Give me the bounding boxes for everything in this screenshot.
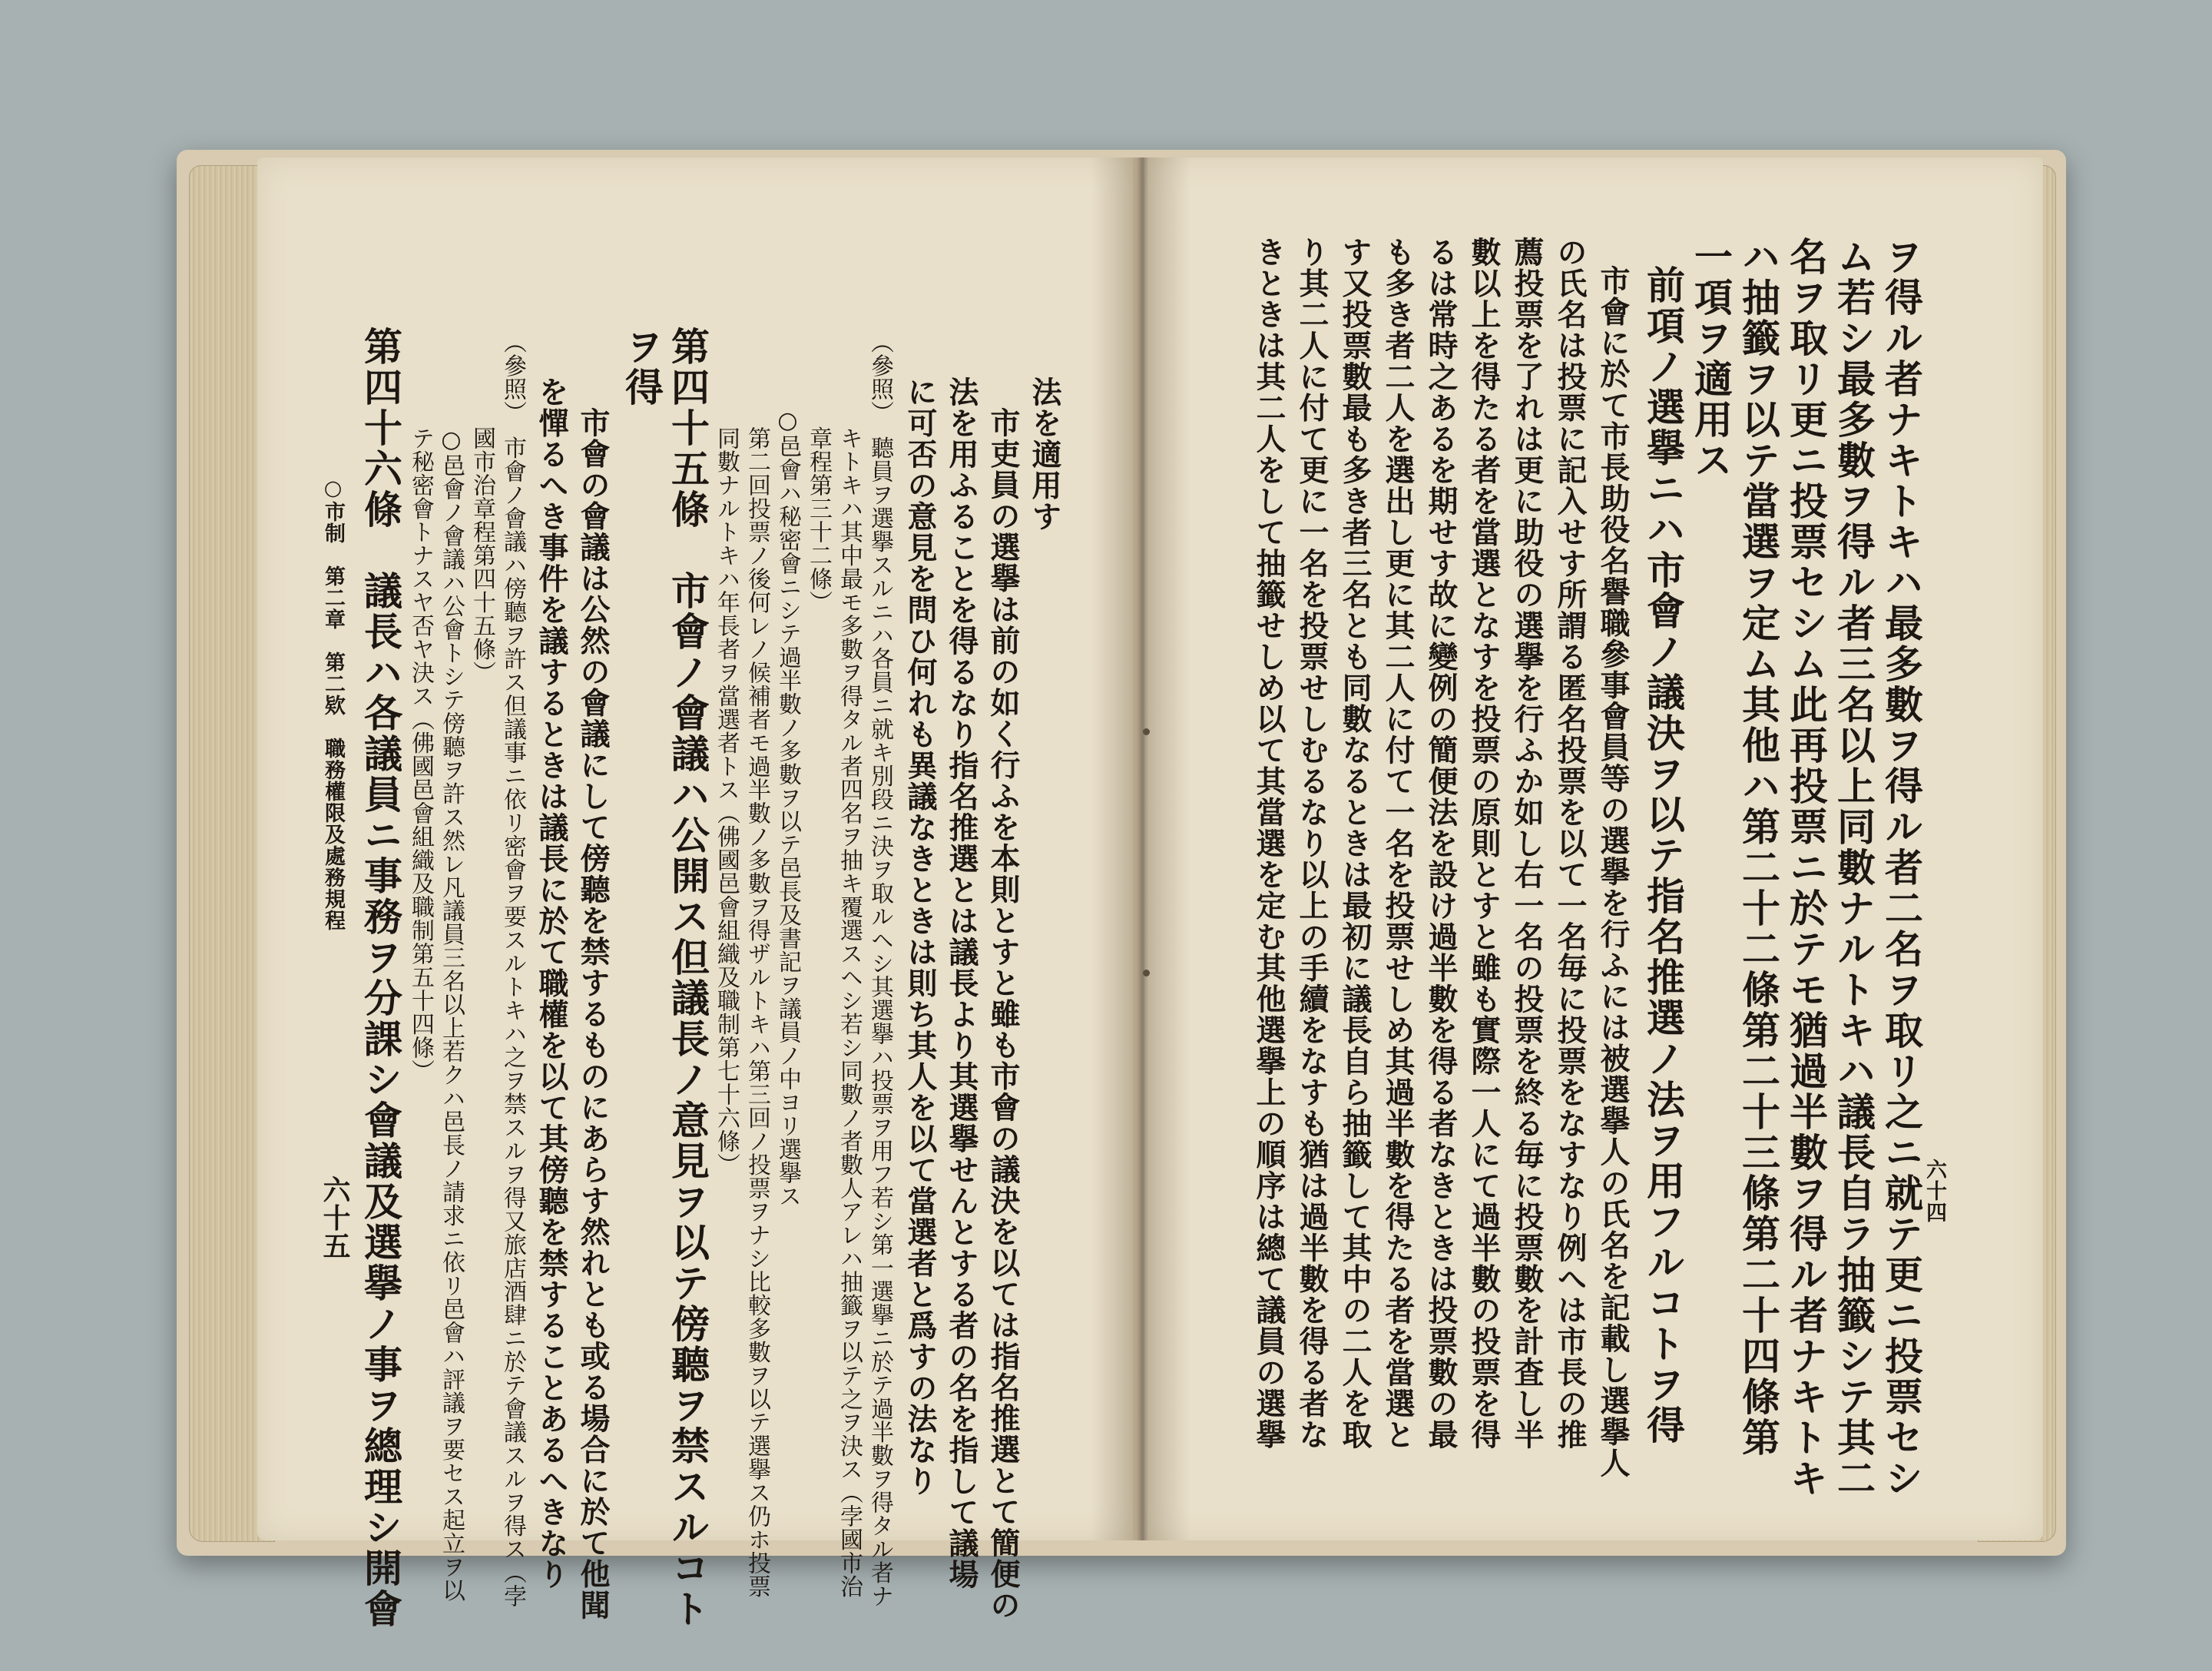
text-column: 一項ヲ適用ス	[1688, 237, 1734, 481]
left-page-number: 六十五	[319, 1175, 351, 1260]
reference-column: 國市治章程第四十五條）	[469, 426, 495, 685]
text-column: 法を適用す	[1027, 376, 1062, 532]
text-column: 法を用ふることを得るなり指名推選とは議長より其選擧せんとする者の名を指して議場	[944, 376, 979, 1590]
text-column: ヲ得	[619, 327, 664, 408]
text-column: に可否の意見を問ひ何れも異議なきときは則ち其人を以て當選者と爲すの法なり	[902, 376, 938, 1497]
reference-column: キトキハ其中最モ多數ヲ得タル者四名ヲ抽キ覆選スヘシ若シ同數ノ者數人アレハ抽籤ヲ以テ之ヲ決ス（孛國市治	[836, 426, 863, 1598]
binding-hole	[1143, 970, 1150, 976]
running-header: ○市制 第二章 第二欵 職務權限及處務規程	[321, 476, 345, 931]
text-column: るは常時之あるを期せす故に變例の簡便法を設け過半數を得る者なきときは投票數の最	[1423, 237, 1459, 1451]
binding-hole	[1143, 728, 1150, 735]
right-page-number: 六十四	[1922, 1159, 1946, 1223]
text-column: ム若シ最多數ヲ得ル者三名以上同數ナルトキハ議長自ラ抽籤シテ其二	[1831, 237, 1876, 1499]
text-column: も多き者二人を選出し更に其二人に付て一名を投票せしめ其過半數を得たる者を當選と	[1380, 237, 1416, 1451]
text-column: 市會に於て市長助役名譽職參事會員等の選擧を行ふには被選擧人の氏名を記載し選擧人	[1595, 265, 1631, 1479]
reference-column: ○邑會ノ會議ハ公會トシテ傍聽ヲ許ス然レ凡議員三名以上若クハ邑長ノ請求ニ依リ邑會ハ評議ヲ要セス起立ヲ以	[438, 426, 465, 1602]
text-column: を憚るへき事件を議するときは議長に於て職權を以て其傍聽を禁することあるへきなり	[534, 376, 569, 1590]
text-column: 薦投票を了れは更に助役の選擧を行ふか如し右一名の投票を終る毎に投票數を計査し半	[1509, 237, 1545, 1451]
text-column: 市吏員の選擧は前の如く行ふを本則とすと雖も市會の議決を以ては指名推選とて簡便の	[985, 407, 1021, 1621]
text-column: 市會の會議は公然の會議にして傍聽を禁するものにあらす然れとも或る場合に於て他聞	[575, 407, 611, 1621]
text-column: の氏名は投票に記入せす所謂る匿名投票を以て一名毎に投票をなすなり例へは市長の推	[1552, 237, 1588, 1451]
reference-column: 第二回投票ノ後何レノ候補者モ過半數ノ多數ヲ得ザルトキハ第三回ノ投票ヲナシ比較多數ヲ以テ選擧ス仍ホ投票	[743, 426, 770, 1598]
text-column: 名ヲ取リ更ニ投票セシム此再投票ニ於テモ猶過半數ヲ得ル者ナキトキ	[1783, 237, 1829, 1499]
text-column: きときは其二人をして抽籤せしめ以て其當選を定む其他選擧上の順序は總て議員の選擧	[1251, 237, 1286, 1451]
text-column: 前項ノ選擧ニハ市會ノ議決ヲ以テ指名推選ノ法ヲ用フルコトヲ得	[1641, 265, 1686, 1446]
text-column: ハ抽籤ヲ以テ當選ヲ定ム其他ハ第二十二條第二十三條第二十四條第	[1736, 237, 1781, 1458]
article-45-heading: 第四十五條 市會ノ會議ハ公開ス但議長ノ意見ヲ以テ傍聽ヲ禁スルコト	[665, 327, 710, 1630]
text-column: り其二人に付て更に一名を投票せしむるなり以上の手續をなすも猶は過半數を得る者な	[1294, 237, 1330, 1451]
reference-column: （參照） 聽員ヲ選擧スルニハ各員ニ就キ別段ニ決ヲ取ルヘシ其選擧ハ投票ヲ用フ若シ第一選擧ニ於テ過半數ヲ得タル者ナ	[866, 330, 893, 1608]
text-column: す又投票數最も多き者三名とも同數なるときは最初に議長自ら抽籤して其中の二人を取	[1337, 237, 1373, 1451]
reference-column: 章程第三十二條）	[805, 426, 832, 614]
reference-column: テ秘密會トナスヤ否ヤ決ス（佛國邑會組織及職制第五十四條）	[407, 426, 434, 1083]
reference-column: （參照） 市會ノ會議ハ傍聽ヲ許ス但議事ニ依リ密會ヲ要スルトキハ之ヲ禁スルヲ得又旅店酒肆ニ於テ會議スルヲ得ス（孛	[499, 330, 526, 1608]
text-column: 數以上を得たる者を當選となすを投票の原則とすと雖も實際一人にて過半數の投票を得	[1466, 237, 1502, 1451]
article-46-heading: 第四十六條 議長ハ各議員ニ事務ヲ分課シ會議及選擧ノ事ヲ總理シ開會	[358, 327, 403, 1630]
reference-column: ○邑會ハ秘密會ニシテ過半數ノ多數ヲ以テ邑長及書記ヲ議員ノ中ヨリ選擧ス	[774, 407, 801, 1208]
book-gutter	[1091, 157, 1190, 1540]
text-column: ヲ得ル者ナキトキハ最多數ヲ得ル者二名ヲ取リ之ニ就テ更ニ投票セシ	[1879, 237, 1924, 1499]
reference-column: 同數ナルトキハ年長者ヲ當選者トス（佛國邑會組織及職制第七十六條）	[713, 426, 740, 1176]
